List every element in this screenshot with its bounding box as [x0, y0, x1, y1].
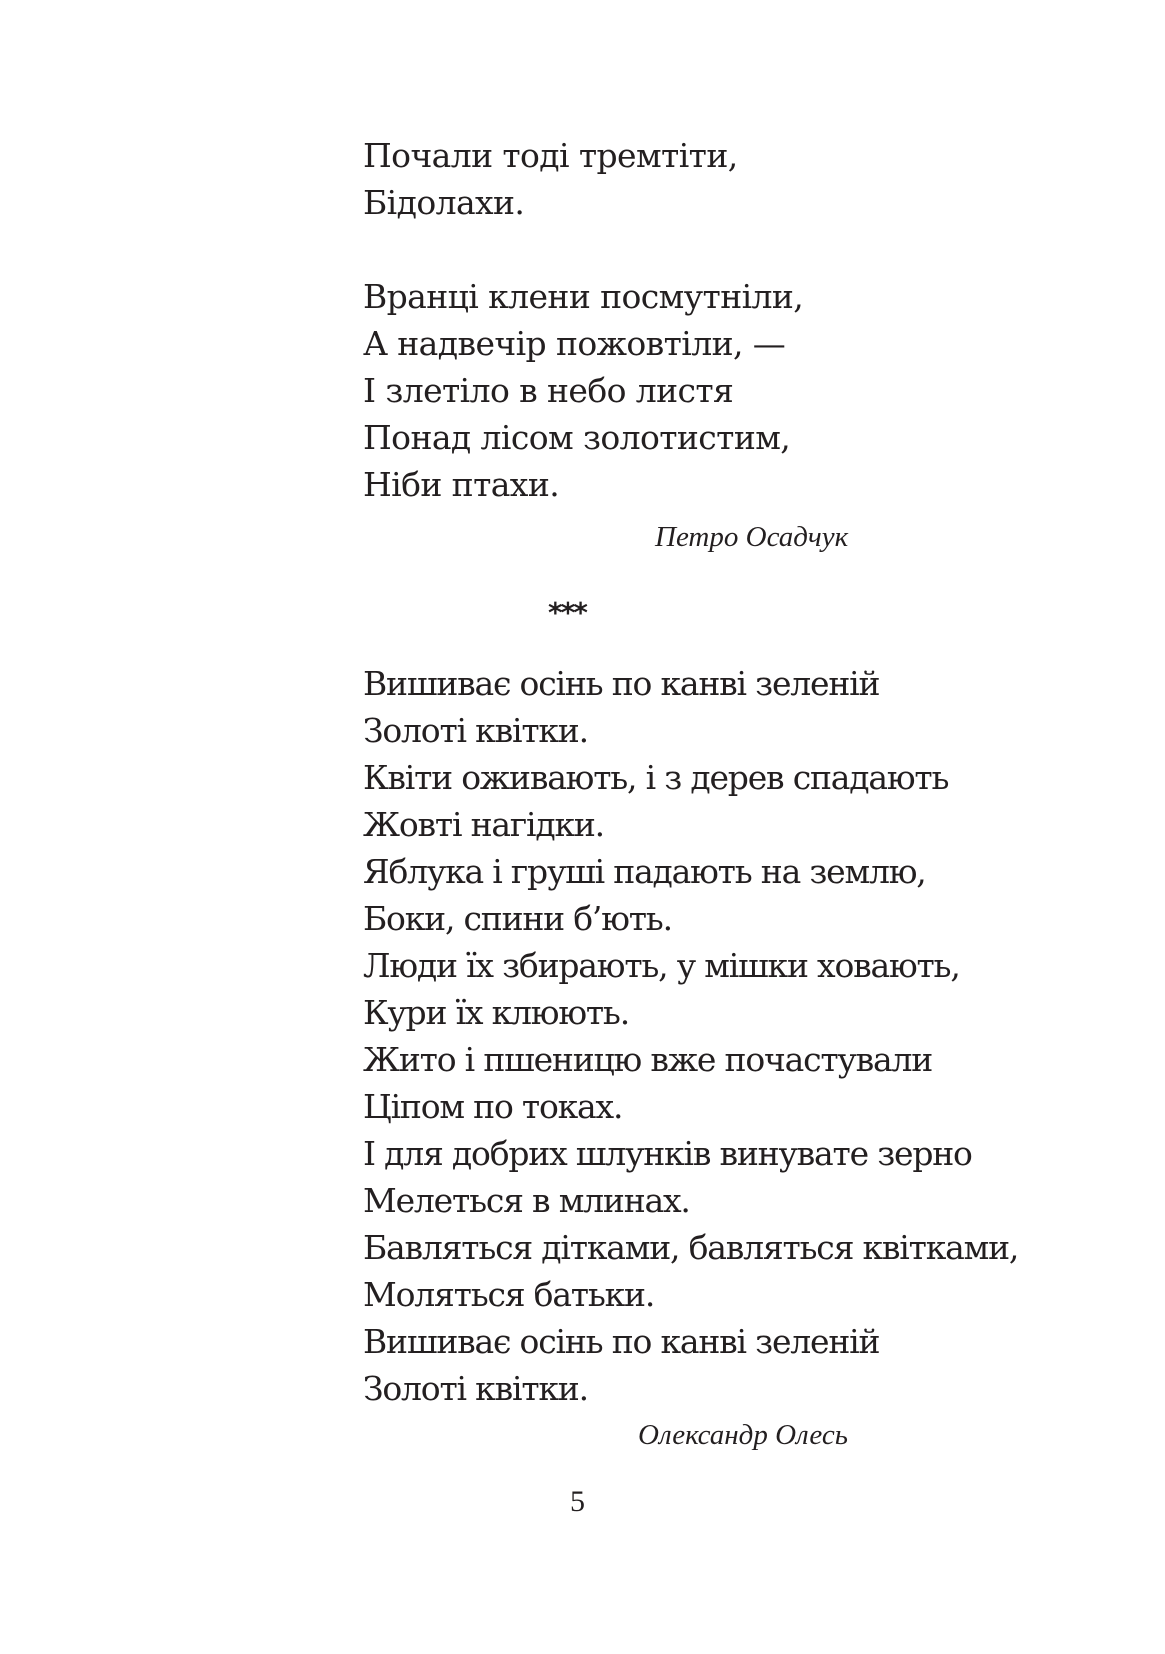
- poem-line: Бідолахи.: [363, 183, 525, 222]
- poem-line: Золоті квітки.: [363, 1369, 588, 1408]
- poem-line: Бавляться дітками, бавляться квітками,: [363, 1228, 1019, 1267]
- poem-line: А надвечір пожовтіли, —: [363, 324, 786, 363]
- poem-line: Вишиває осінь по канві зеленій: [363, 664, 880, 703]
- poem-line: Люди їх збирають, у мішки ховають,: [363, 946, 960, 985]
- section-separator: ***: [548, 596, 586, 629]
- poem2-author: Олександр Олесь: [638, 1419, 848, 1451]
- poem-line: Жовті нагідки.: [363, 805, 604, 844]
- poem-line: Кури їх клюють.: [363, 993, 629, 1032]
- poem-line: Ціпом по токах.: [363, 1087, 623, 1126]
- poem-line: Квіти оживають, і з дерев спадають: [363, 758, 949, 797]
- poem-line: Понад лісом золотистим,: [363, 418, 791, 457]
- poem-line: Вранці клени посмутніли,: [363, 277, 804, 316]
- poem2-body: [363, 660, 1018, 1412]
- poem1-stanza1: [363, 132, 738, 226]
- poem-line: Боки, спини б’ють.: [363, 899, 672, 938]
- poem-line: Мелеться в млинах.: [363, 1181, 690, 1220]
- poem-line: І злетіло в небо листя: [363, 371, 734, 410]
- poem-line: Почали тоді тремтіти,: [363, 136, 738, 175]
- page-number: 5: [570, 1485, 585, 1518]
- poem-line: Вишиває осінь по канві зеленій: [363, 1322, 880, 1361]
- poem-line: І для добрих шлунків винувате зерно: [363, 1134, 972, 1173]
- poem-line: Жито і пшеницю вже почастували: [363, 1040, 933, 1079]
- poem1-stanza2: [363, 273, 803, 508]
- poem-line: Моляться батьки.: [363, 1275, 655, 1314]
- poem-line: Золоті квітки.: [363, 711, 588, 750]
- poem1-author: Петро Осадчук: [655, 521, 849, 553]
- poem-line: Ніби птахи.: [363, 465, 560, 504]
- poem-line: Яблука і груші падають на землю,: [363, 852, 926, 891]
